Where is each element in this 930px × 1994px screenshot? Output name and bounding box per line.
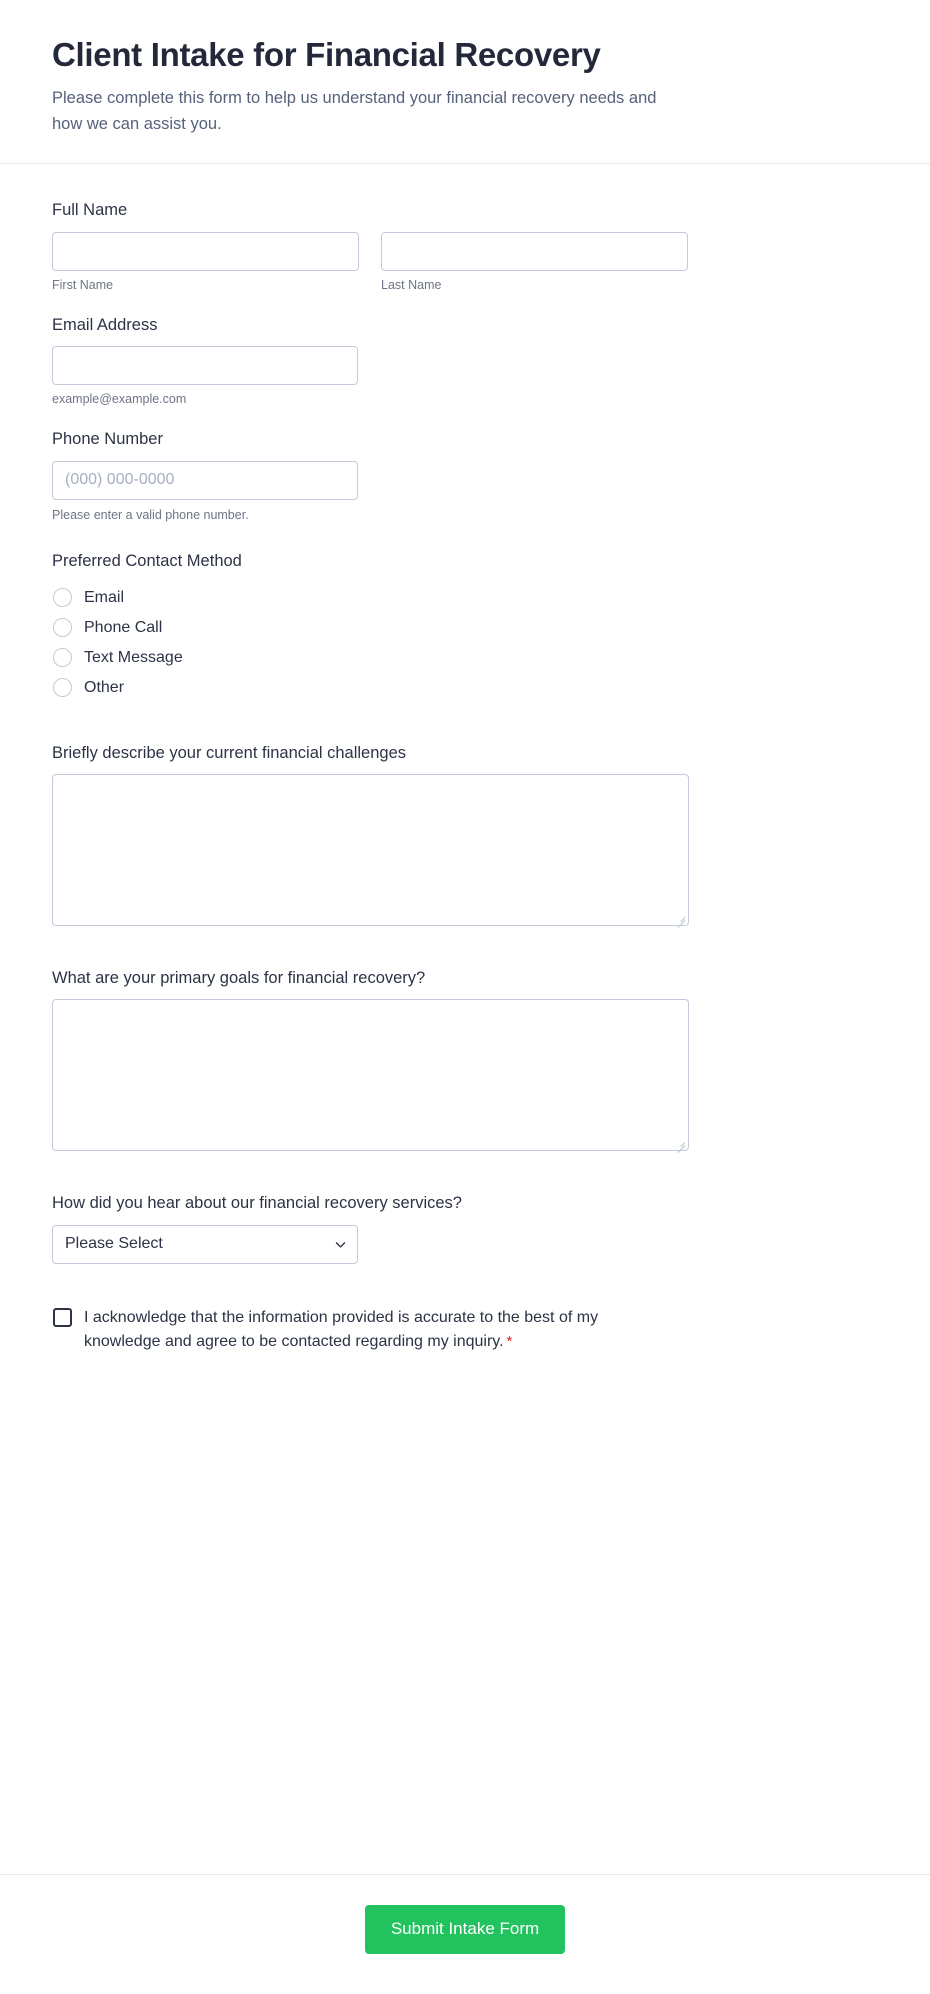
email-label: Email Address <box>52 315 158 334</box>
phone-field[interactable] <box>52 461 358 500</box>
submit-button[interactable]: Submit Intake Form <box>365 1905 565 1954</box>
radio-option-phone-call[interactable] <box>52 613 878 643</box>
phone-label: Phone Number <box>52 430 163 449</box>
first-name-sublabel: First Name <box>52 277 114 292</box>
acknowledgement-text: I acknowledge that the information provided is accurate to the best of my knowledge and agree to be contacted regarding my inquiry. <box>84 1308 599 1351</box>
email-field[interactable] <box>52 346 358 385</box>
email-sublabel: example@example.com <box>52 392 187 407</box>
last-name-input[interactable] <box>381 232 688 271</box>
referral-select[interactable] <box>52 1225 358 1264</box>
resize-handle-icon[interactable] <box>675 912 685 922</box>
contact-method-label: Preferred Contact Method <box>52 552 242 571</box>
challenges-textarea[interactable] <box>52 774 689 926</box>
form-header <box>0 0 930 164</box>
required-marker: * <box>506 1333 513 1351</box>
email-input-wrap <box>52 346 358 385</box>
radio-option-text-message[interactable] <box>52 643 878 673</box>
goals-textarea[interactable] <box>52 999 689 1151</box>
phone-hint: Please enter a valid phone number. <box>52 507 249 522</box>
field-email <box>52 315 878 408</box>
radio-option-other[interactable] <box>52 673 878 703</box>
radio-circle-icon[interactable] <box>53 618 72 637</box>
field-contact-method <box>52 551 878 702</box>
field-recovery-goals <box>52 968 878 1151</box>
first-name-column <box>52 232 359 293</box>
full-name-row <box>52 232 878 293</box>
checkbox-icon[interactable] <box>53 1308 72 1327</box>
acknowledgement-row[interactable] <box>52 1306 878 1355</box>
last-name-column <box>381 232 688 293</box>
radio-label: Other <box>84 678 125 696</box>
resize-handle-icon[interactable] <box>675 1137 685 1147</box>
radio-circle-icon[interactable] <box>53 678 72 697</box>
form-body <box>0 164 930 1874</box>
phone-input-wrap <box>52 461 358 500</box>
field-full-name <box>52 200 878 293</box>
referral-label: How did you hear about our financial recovery services? <box>52 1194 462 1213</box>
goals-label: What are your primary goals for financial recovery? <box>52 969 426 987</box>
last-name-sublabel: Last Name <box>381 277 442 292</box>
full-name-label: Full Name <box>52 201 128 220</box>
chevron-down-icon[interactable] <box>334 1238 347 1251</box>
challenges-label: Briefly describe your current financial challenges <box>52 743 407 762</box>
field-financial-challenges <box>52 743 878 926</box>
field-acknowledgement <box>52 1306 878 1355</box>
referral-selected-value: Please Select <box>65 1235 163 1253</box>
radio-option-email[interactable] <box>52 583 878 613</box>
page-title: Client Intake for Financial Recovery <box>52 36 601 73</box>
radio-circle-icon[interactable] <box>53 648 72 667</box>
radio-circle-icon[interactable] <box>53 588 72 607</box>
radio-label: Text Message <box>84 648 183 666</box>
acknowledgement-label <box>84 1306 644 1355</box>
form-description: Please complete this form to help us understand your financial recovery needs and how we can assist you. <box>52 88 657 133</box>
radio-label: Phone Call <box>84 618 163 636</box>
form-footer <box>0 1874 930 1994</box>
contact-method-radio-group <box>52 583 878 703</box>
first-name-input[interactable] <box>52 232 359 271</box>
field-phone <box>52 429 878 523</box>
field-referral-source <box>52 1193 878 1263</box>
radio-label: Email <box>84 588 125 606</box>
